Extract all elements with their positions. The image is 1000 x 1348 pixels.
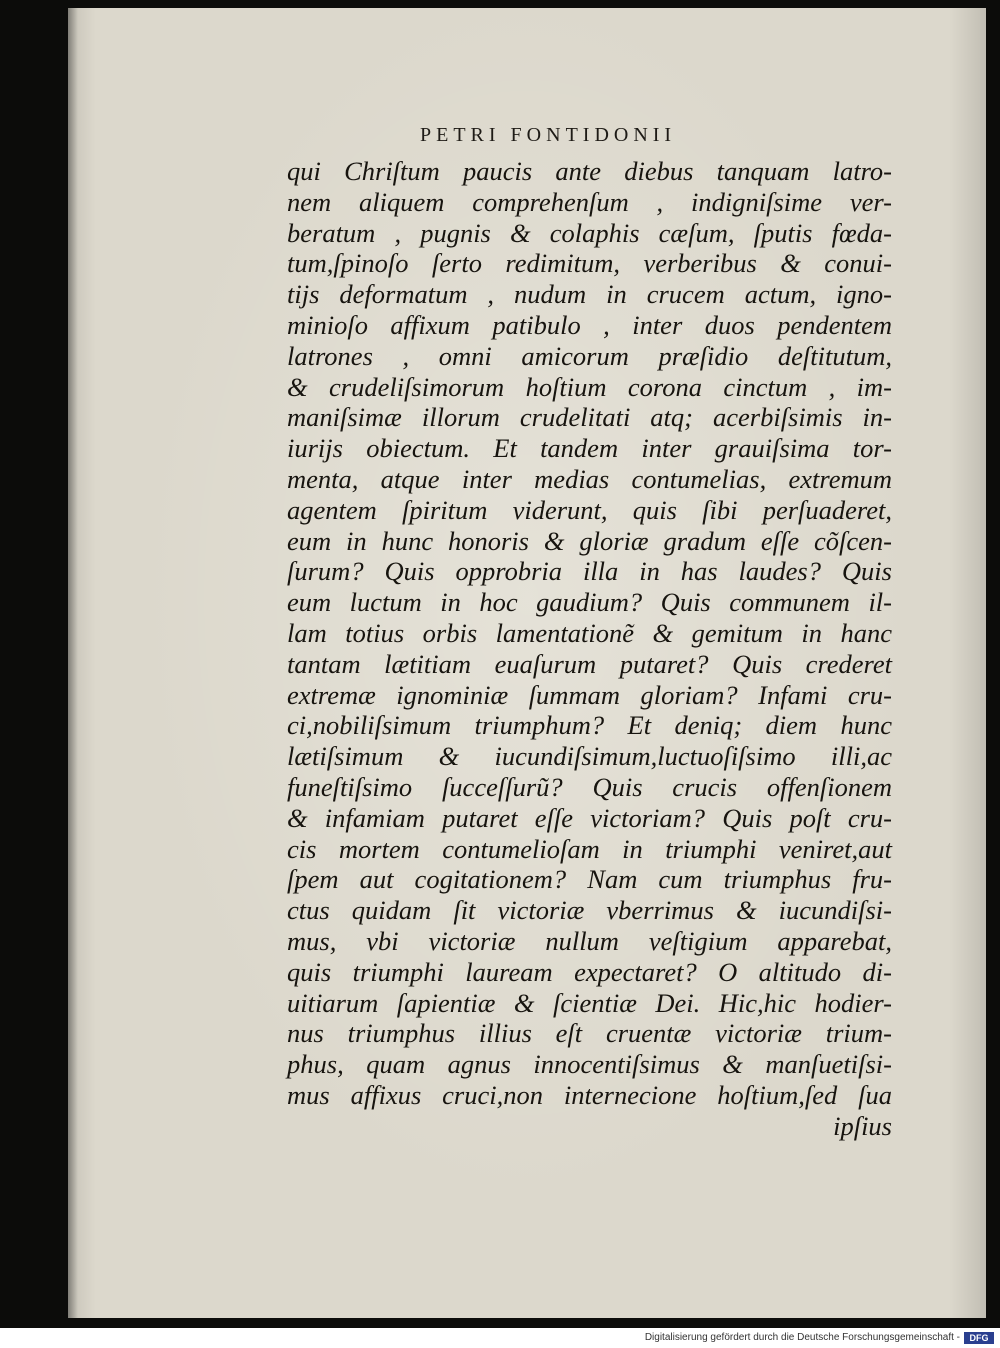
text-line: nus triumphus illius eſt cruentæ victoriæ trium- <box>287 1018 892 1049</box>
text-line: tum,ſpinoſo ſerto redimitum, verberibus & conui- <box>287 248 892 279</box>
text-line: ci,nobiliſsimum triumphum? Et deniq; diem hunc <box>287 710 892 741</box>
text-line: quis triumphi lauream expectaret? O altitudo di- <box>287 956 892 987</box>
text-line: extremæ ignominiæ ſummam gloriam? Infami cru- <box>287 679 892 710</box>
text-line: maniſsimæ illorum crudelitati atq; acerbiſsimis in- <box>287 402 892 433</box>
text-line: lam totius orbis lamentationẽ & gemitum in hanc <box>287 617 892 648</box>
text-line: ſpem aut cogitationem? Nam cum triumphus fru- <box>287 864 892 895</box>
body-text <box>287 156 892 1142</box>
text-line: cis mortem contumelioſam in triumphi veniret,aut <box>287 833 892 864</box>
text-line: & infamiam putaret eſſe victoriam? Quis poſt cru- <box>287 802 892 833</box>
text-line: tantam lætitiam euaſurum putaret? Quis crederet <box>287 648 892 679</box>
text-line: ctus quidam ſit victoriæ vberrimus & iucundiſsi- <box>287 895 892 926</box>
text-line: & crudeliſsimorum hoſtium corona cinctum , im- <box>287 371 892 402</box>
text-line: eum in hunc honoris & gloriæ gradum eſſe cõſcen- <box>287 525 892 556</box>
text-line: eum luctum in hoc gaudium? Quis communem il- <box>287 587 892 618</box>
text-line: agentem ſpiritum viderunt, quis ſibi perſuaderet, <box>287 494 892 525</box>
text-line: beratum , pugnis & colaphis cæſum, ſputis fœda- <box>287 217 892 248</box>
text-line: minioſo affixum patibulo , inter duos pendentem <box>287 309 892 340</box>
text-line: tijs deformatum , nudum in crucem actum, igno- <box>287 279 892 310</box>
text-line: menta, atque inter medias contumelias, extremum <box>287 463 892 494</box>
catchword: ipſius <box>833 1110 892 1141</box>
text-line: nem aliquem comprehenſum , indigniſsime ver- <box>287 186 892 217</box>
text-line: latrones , omni amicorum præſidio deſtitutum, <box>287 340 892 371</box>
funding-notice: Digitalisierung gefördert durch die Deutsche Forschungsgemeinschaft - <box>644 1332 960 1343</box>
text-line: lætiſsimum & iucundiſsimum,luctuoſiſsimo illi,ac <box>287 741 892 772</box>
footer-bar <box>0 1328 1000 1348</box>
text-line: uitiarum ſapientiæ & ſcientiæ Dei. Hic,hic hodier- <box>287 987 892 1018</box>
text-line: mus affixus cruci,non internecione hoſtium,ſed ſua <box>287 1079 892 1110</box>
text-line: mus, vbi victoriæ nullum veſtigium apparebat, <box>287 925 892 956</box>
text-line: iurijs obiectum. Et tandem inter grauiſsima tor- <box>287 433 892 464</box>
running-head: PETRI FONTIDONII <box>420 124 677 146</box>
dfg-logo: DFG <box>964 1332 994 1344</box>
text-line: phus, quam agnus innocentiſsimus & manſuetiſsi- <box>287 1049 892 1080</box>
text-line: ſurum? Quis opprobria illa in has laudes? Quis <box>287 556 892 587</box>
spine-shadow <box>68 8 78 1318</box>
text-line: qui Chriſtum paucis ante diebus tanquam latro- <box>287 156 892 186</box>
text-line: funeſtiſsimo ſucceſſurũ? Quis crucis offenſionem <box>287 771 892 802</box>
